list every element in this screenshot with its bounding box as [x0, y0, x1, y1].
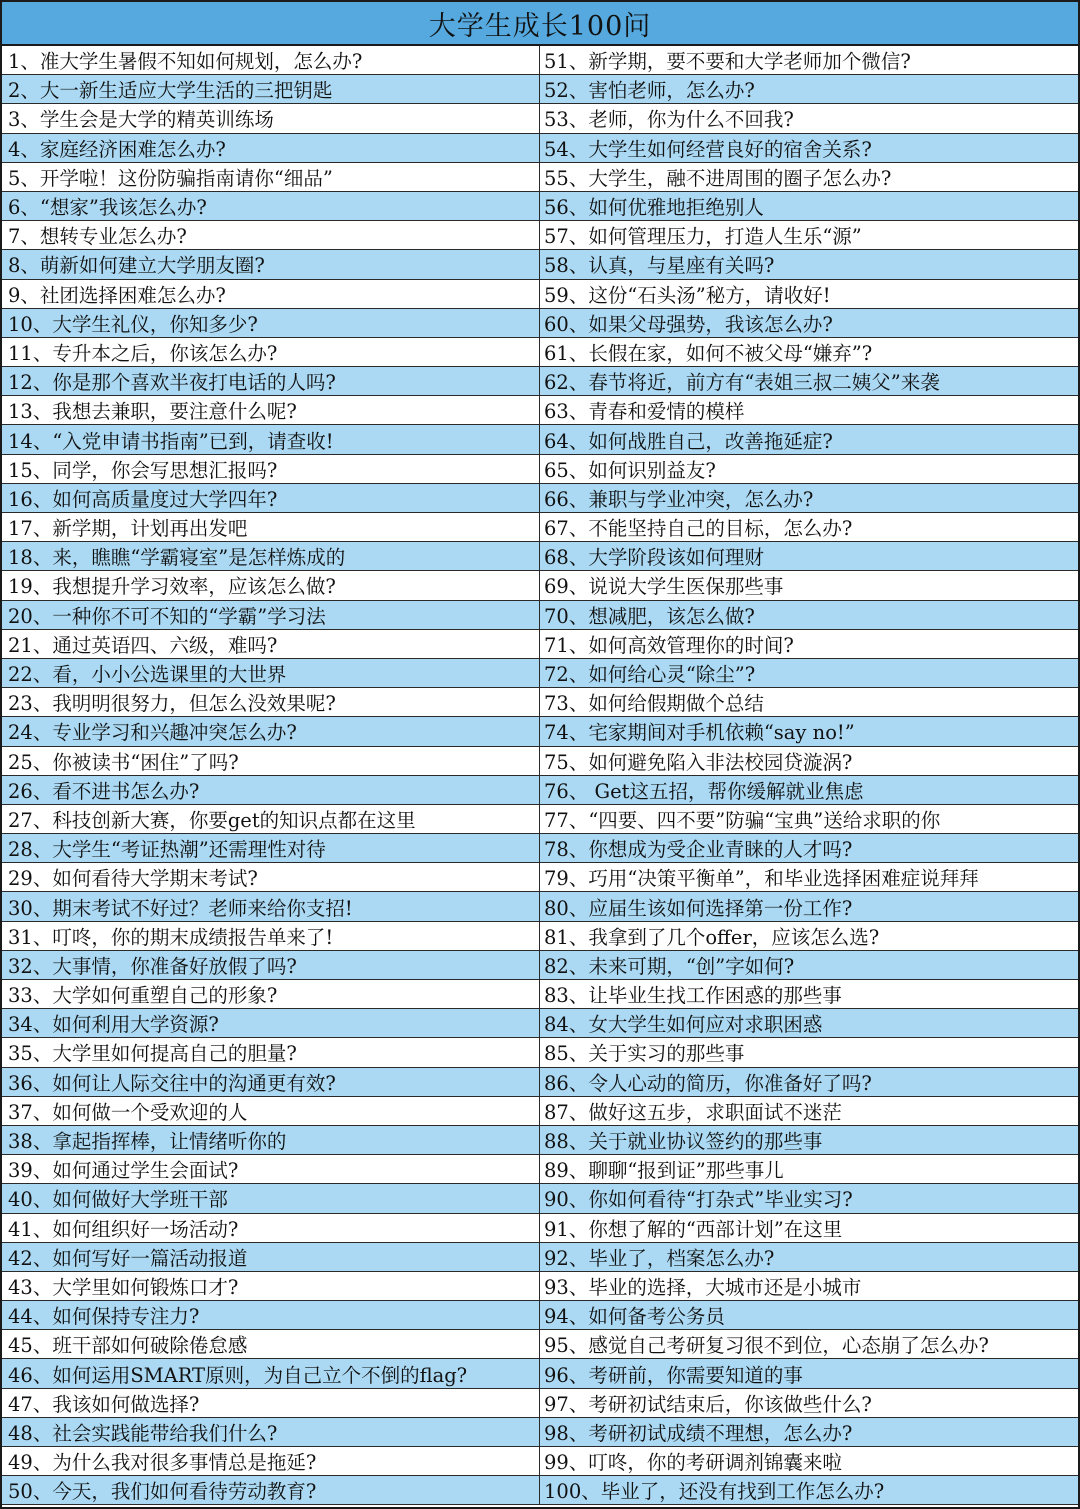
question-item-right: 62、春节将近，前方有“表姐三叔二姨父”来袭: [540, 367, 1078, 396]
question-item-left: 15、同学，你会写思想汇报吗?: [2, 455, 540, 484]
question-grid: [2, 46, 1078, 1505]
question-item-left: 19、我想提升学习效率，应该怎么做?: [2, 571, 540, 600]
question-item-right: 64、如何战胜自己，改善拖延症?: [540, 425, 1078, 454]
question-item-left: 24、专业学习和兴趣冲突怎么办?: [2, 717, 540, 746]
question-item-right: 95、感觉自己考研复习很不到位，心态崩了怎么办?: [540, 1330, 1078, 1359]
question-item-left: 13、我想去兼职，要注意什么呢?: [2, 396, 540, 425]
question-item-right: 85、关于实习的那些事: [540, 1038, 1078, 1067]
question-item-left: 49、为什么我对很多事情总是拖延?: [2, 1447, 540, 1476]
question-item-right: 89、聊聊“报到证”那些事儿: [540, 1155, 1078, 1184]
question-item-left: 34、如何利用大学资源?: [2, 1009, 540, 1038]
question-item-right: 78、你想成为受企业青睐的人才吗?: [540, 834, 1078, 863]
question-item-right: 91、你想了解的“西部计划”在这里: [540, 1214, 1078, 1243]
question-item-right: 54、大学生如何经营良好的宿舍关系?: [540, 134, 1078, 163]
question-item-right: 88、关于就业协议签约的那些事: [540, 1126, 1078, 1155]
question-item-right: 74、宅家期间对手机依赖“say no!”: [540, 717, 1078, 746]
question-item-right: 61、长假在家，如何不被父母“嫌弃”?: [540, 338, 1078, 367]
question-item-right: 77、“四要、四不要”防骗“宝典”送给求职的你: [540, 805, 1078, 834]
question-item-left: 3、学生会是大学的精英训练场: [2, 104, 540, 133]
question-item-left: 4、家庭经济困难怎么办?: [2, 134, 540, 163]
question-item-right: 76、 Get这五招，帮你缓解就业焦虑: [540, 776, 1078, 805]
question-item-left: 12、你是那个喜欢半夜打电话的人吗?: [2, 367, 540, 396]
question-item-right: 80、应届生该如何选择第一份工作?: [540, 892, 1078, 921]
question-item-left: 7、想转专业怎么办?: [2, 221, 540, 250]
question-item-left: 47、我该如何做选择?: [2, 1389, 540, 1418]
question-item-left: 32、大事情，你准备好放假了吗?: [2, 951, 540, 980]
question-item-left: 5、开学啦！这份防骗指南请你“细品”: [2, 163, 540, 192]
question-item-left: 23、我明明很努力，但怎么没效果呢?: [2, 688, 540, 717]
question-item-right: 55、大学生，融不进周围的圈子怎么办?: [540, 163, 1078, 192]
question-item-right: 97、考研初试结束后，你该做些什么?: [540, 1389, 1078, 1418]
question-item-left: 6、“想家”我该怎么办?: [2, 192, 540, 221]
question-item-left: 8、萌新如何建立大学朋友圈?: [2, 250, 540, 279]
question-item-right: 57、如何管理压力，打造人生乐“源”: [540, 221, 1078, 250]
question-item-right: 72、如何给心灵“除尘”?: [540, 659, 1078, 688]
question-item-right: 87、做好这五步，求职面试不迷茫: [540, 1097, 1078, 1126]
question-item-left: 31、叮咚，你的期末成绩报告单来了!: [2, 922, 540, 951]
question-item-right: 58、认真，与星座有关吗?: [540, 250, 1078, 279]
question-item-left: 27、科技创新大赛，你要get的知识点都在这里: [2, 805, 540, 834]
question-item-left: 25、你被读书“困住”了吗?: [2, 747, 540, 776]
question-item-right: 98、考研初试成绩不理想，怎么办?: [540, 1418, 1078, 1447]
question-item-left: 46、如何运用SMART原则，为自己立个不倒的flag?: [2, 1359, 540, 1388]
question-item-left: 10、大学生礼仪，你知多少?: [2, 309, 540, 338]
question-item-right: 75、如何避免陷入非法校园贷漩涡?: [540, 747, 1078, 776]
question-item-right: 81、我拿到了几个offer，应该怎么选?: [540, 922, 1078, 951]
question-item-right: 86、令人心动的简历，你准备好了吗?: [540, 1068, 1078, 1097]
question-item-left: 50、今天，我们如何看待劳动教育?: [2, 1476, 540, 1505]
question-item-right: 69、说说大学生医保那些事: [540, 571, 1078, 600]
question-item-right: 51、新学期，要不要和大学老师加个微信?: [540, 46, 1078, 75]
question-item-right: 82、未来可期，“创”字如何?: [540, 951, 1078, 980]
question-item-left: 33、大学如何重塑自己的形象?: [2, 980, 540, 1009]
question-item-left: 41、如何组织好一场活动?: [2, 1214, 540, 1243]
question-item-right: 63、青春和爱情的模样: [540, 396, 1078, 425]
question-item-right: 90、你如何看待“打杂式”毕业实习?: [540, 1184, 1078, 1213]
question-item-left: 17、新学期，计划再出发吧: [2, 513, 540, 542]
question-item-right: 99、叮咚，你的考研调剂锦囊来啦: [540, 1447, 1078, 1476]
page-title: 大学生成长100问: [428, 10, 652, 42]
question-item-right: 68、大学阶段该如何理财: [540, 542, 1078, 571]
question-item-left: 45、班干部如何破除倦怠感: [2, 1330, 540, 1359]
question-item-left: 14、“入党申请书指南”已到，请查收!: [2, 425, 540, 454]
question-item-right: 60、如果父母强势，我该怎么办?: [540, 309, 1078, 338]
question-item-left: 28、大学生“考证热潮”还需理性对待: [2, 834, 540, 863]
question-item-left: 39、如何通过学生会面试?: [2, 1155, 540, 1184]
question-item-right: 73、如何给假期做个总结: [540, 688, 1078, 717]
question-item-left: 1、准大学生暑假不知如何规划，怎么办?: [2, 46, 540, 75]
question-item-right: 93、毕业的选择，大城市还是小城市: [540, 1272, 1078, 1301]
question-item-left: 40、如何做好大学班干部: [2, 1184, 540, 1213]
question-item-left: 44、如何保持专注力?: [2, 1301, 540, 1330]
question-item-right: 83、让毕业生找工作困惑的那些事: [540, 980, 1078, 1009]
question-item-left: 36、如何让人际交往中的沟通更有效?: [2, 1068, 540, 1097]
question-item-left: 30、期末考试不好过？老师来给你支招!: [2, 892, 540, 921]
question-item-right: 67、不能坚持自己的目标，怎么办?: [540, 513, 1078, 542]
question-item-left: 16、如何高质量度过大学四年?: [2, 484, 540, 513]
question-item-left: 29、如何看待大学期末考试?: [2, 863, 540, 892]
question-item-left: 21、通过英语四、六级，难吗?: [2, 630, 540, 659]
question-item-left: 2、大一新生适应大学生活的三把钥匙: [2, 75, 540, 104]
question-item-right: 56、如何优雅地拒绝别人: [540, 192, 1078, 221]
question-item-right: 52、害怕老师，怎么办?: [540, 75, 1078, 104]
question-item-right: 59、这份“石头汤”秘方，请收好!: [540, 280, 1078, 309]
question-item-right: 66、兼职与学业冲突，怎么办?: [540, 484, 1078, 513]
question-item-left: 43、大学里如何锻炼口才?: [2, 1272, 540, 1301]
question-item-left: 22、看，小小公选课里的大世界: [2, 659, 540, 688]
question-item-right: 100、毕业了，还没有找到工作怎么办?: [540, 1476, 1078, 1505]
question-item-left: 37、如何做一个受欢迎的人: [2, 1097, 540, 1126]
question-item-left: 38、拿起指挥棒，让情绪听你的: [2, 1126, 540, 1155]
question-item-right: 65、如何识别益友?: [540, 455, 1078, 484]
question-item-left: 20、一种你不可不知的“学霸”学习法: [2, 601, 540, 630]
question-item-right: 53、老师，你为什么不回我?: [540, 104, 1078, 133]
question-item-right: 94、如何备考公务员: [540, 1301, 1078, 1330]
question-item-left: 9、社团选择困难怎么办?: [2, 280, 540, 309]
question-item-right: 92、毕业了，档案怎么办?: [540, 1243, 1078, 1272]
question-item-left: 26、看不进书怎么办?: [2, 776, 540, 805]
title-bar: [2, 2, 1078, 46]
question-item-left: 18、来，瞧瞧“学霸寝室”是怎样炼成的: [2, 542, 540, 571]
question-item-right: 79、巧用“决策平衡单”，和毕业选择困难症说拜拜: [540, 863, 1078, 892]
question-item-left: 11、专升本之后，你该怎么办?: [2, 338, 540, 367]
question-item-left: 48、社会实践能带给我们什么?: [2, 1418, 540, 1447]
question-item-right: 70、想减肥，该怎么做?: [540, 601, 1078, 630]
question-item-right: 96、考研前，你需要知道的事: [540, 1359, 1078, 1388]
question-item-right: 84、女大学生如何应对求职困惑: [540, 1009, 1078, 1038]
question-item-left: 35、大学里如何提高自己的胆量?: [2, 1038, 540, 1067]
question-item-right: 71、如何高效管理你的时间?: [540, 630, 1078, 659]
question-item-left: 42、如何写好一篇活动报道: [2, 1243, 540, 1272]
